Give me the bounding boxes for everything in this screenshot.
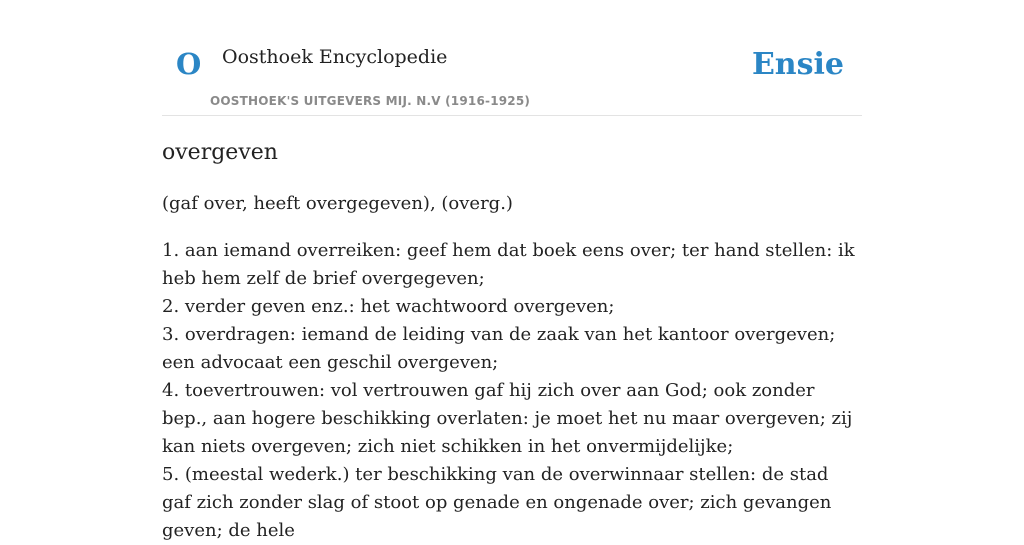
book-header [162,0,862,116]
publisher-label: OOSTHOEK'S UITGEVERS MIJ. N.V (1916-1925) [210,94,531,108]
definition-item: 3. overdragen: iemand de leiding van de zaak van het kantoor overgeven; een advocaat een geschil overgeven; [162,324,836,374]
definitions-list [162,237,862,545]
grammar-info: (gaf over, heeft overgegeven), (overg.) [162,193,513,215]
ensie-logo-link[interactable]: Ensie [751,47,844,82]
entry-headword: overgeven [162,140,278,165]
definition-item: 5. (meestal wederk.) ter beschikking van de overwinnaar stellen: de stad gaf zich zonder slag of stoot op genade en ongenade over; zich gevangen geven; de hele [162,464,832,542]
definition-item: 4. toevertrouwen: vol vertrouwen gaf hij zich over aan God; ook zonder bep., aan hogere beschikking overlaten: je moet het nu maar overgeven; zij kan niets overgeven; zich niet schikken in het onvermijdelijke; [162,380,853,458]
definition-item: 1. aan iemand overreiken: geef hem dat boek eens over; ter hand stellen: ik heb hem zelf de brief overgegeven; [162,240,855,290]
book-logo[interactable]: O [176,47,202,81]
definition-item: 2. verder geven enz.: het wachtwoord overgeven; [162,296,615,318]
book-title[interactable]: Oosthoek Encyclopedie [222,46,448,68]
entry-card [162,0,862,545]
